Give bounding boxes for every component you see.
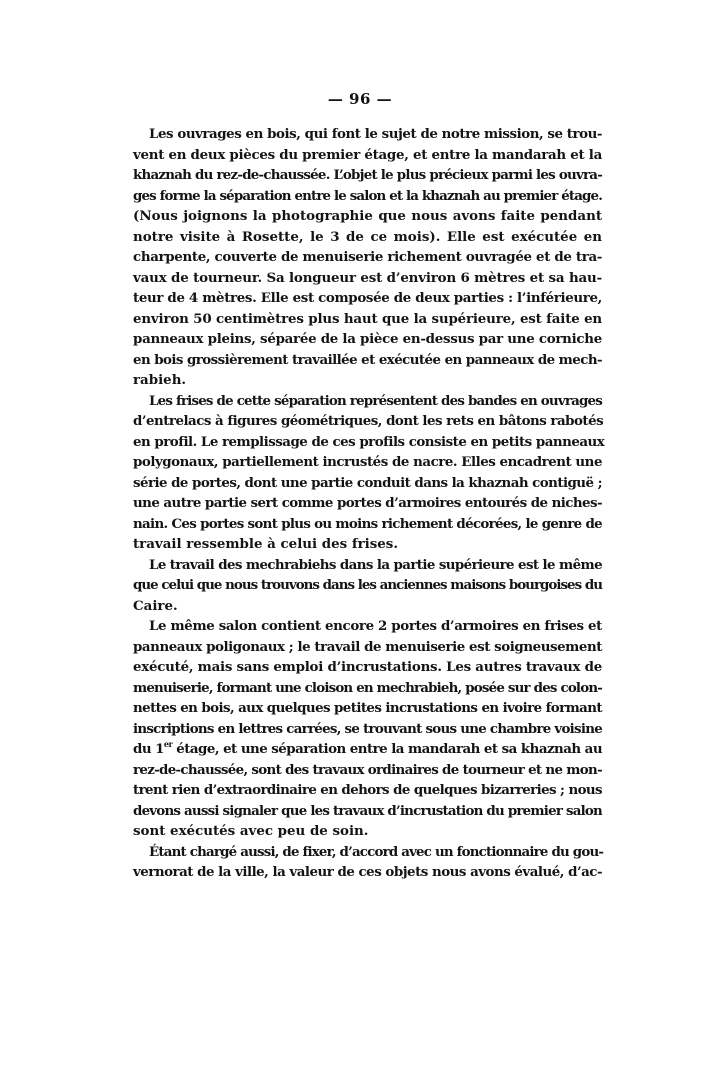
text-line: rabieh. [133, 372, 187, 388]
text-line: Étant chargé aussi, de fixer, d’accord avec un fonctionnaire du gou- [149, 843, 604, 860]
text-line: trent rien d’extraordinaire en dehors de quelques bizarreries ; nous [133, 782, 602, 798]
text-line: rez-de-chaussée, sont des travaux ordinaires de tourneur et ne mon- [133, 761, 602, 778]
text-line: environ 50 centimètres plus haut que la supérieure, est faite en [133, 310, 602, 327]
text-line: vernorat de la ville, la valeur de ces objets nous avons évalué, d’ac- [133, 864, 602, 880]
text-line: Le même salon contient encore 2 portes d’armoires en frises et [149, 618, 602, 634]
text-line: notre visite à Rosette, le 3 de ce mois). Elle est exécutée en [133, 228, 602, 245]
text-line: devons aussi signaler que les travaux d’incrustation du premier salon [133, 802, 602, 819]
text-line: charpente, couverte de menuiserie richement ouvragée et de tra- [133, 249, 602, 265]
text-line: panneaux pleins, séparée de la pièce en-dessus par une corniche [133, 331, 602, 347]
body-text [133, 124, 605, 883]
text-line: du 1er étage, et une séparation entre la mandarah et sa khaznah au [133, 739, 603, 757]
text-line: Les ouvrages en bois, qui font le sujet de notre mission, se trou- [149, 126, 602, 142]
text-line: d’entrelacs à figures géométriques, dont les rets en bâtons rabotés [133, 413, 604, 429]
text-line: Les frises de cette séparation représentent des bandes en ouvrages [149, 392, 602, 409]
text-line: inscriptions en lettres carrées, se trouvant sous une chambre voisine [133, 720, 602, 737]
text-line: ges forme la séparation entre le salon et la khaznah au premier étage. [133, 187, 602, 204]
text-line: vent en deux pièces du premier étage, et entre la mandarah et la [133, 146, 602, 163]
text-line: nettes en bois, aux quelques petites incrustations en ivoire formant [133, 700, 602, 716]
text-line: une autre partie sert comme portes d’armoires entourés de niches- [133, 495, 602, 511]
text-line: nain. Ces portes sont plus ou moins richement décorées, le genre de [133, 515, 602, 532]
text-line: vaux de tourneur. Sa longueur est d’environ 6 mètres et sa hau- [133, 269, 602, 286]
text-line: menuiserie, formant une cloison en mechrabieh, posée sur des colon- [133, 679, 602, 696]
text-line: teur de 4 mètres. Elle est composée de deux parties : l’inférieure, [133, 290, 602, 306]
text-line: que celui que nous trouvons dans les anciennes maisons bourgoises du [133, 577, 602, 593]
text-line: sont exécutés avec peu de soin. [133, 823, 369, 839]
text-line: polygonaux, partiellement incrustés de nacre. Elles encadrent une [133, 454, 602, 470]
text-line: Caire. [133, 597, 178, 614]
text-line: travail ressemble à celui des frises. [133, 536, 399, 552]
page-number: — 96 — [327, 90, 393, 108]
text-line: exécuté, mais sans emploi d’incrustations. Les autres travaux de [133, 659, 602, 675]
text-line: en profil. Le remplissage de ces profils consiste en petits panneaux [133, 433, 605, 450]
text-line: (Nous joignons la photographie que nous avons faite pendant [133, 208, 602, 224]
text-line: Le travail des mechrabiehs dans la partie supérieure est le même [149, 556, 602, 573]
text-line: panneaux poligonaux ; le travail de menuiserie est soigneusement [133, 638, 602, 655]
text-line: série de portes, dont une partie conduit dans la khaznah contiguë ; [133, 474, 602, 491]
text-line: khaznah du rez-de-chaussée. L’objet le plus précieux parmi les ouvra- [133, 167, 602, 183]
text-line: en bois grossièrement travaillée et exécutée en panneaux de mech- [133, 351, 602, 368]
